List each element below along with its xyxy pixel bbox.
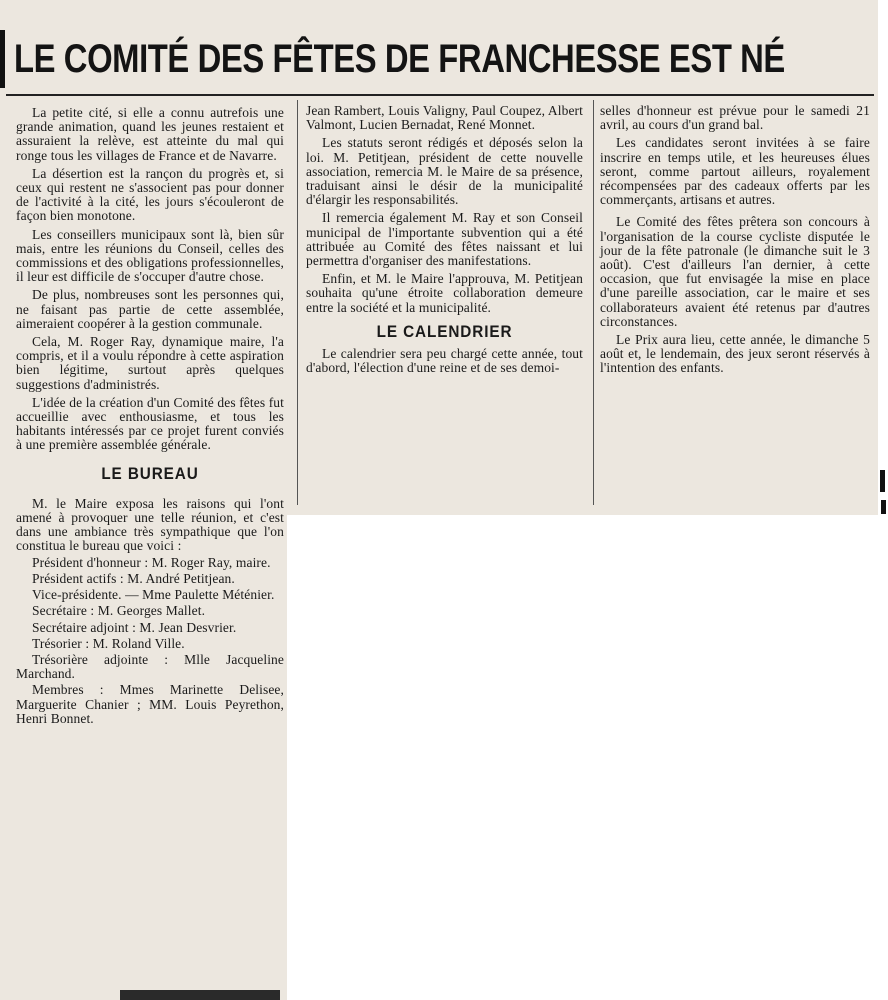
subhead-bureau: LE BUREAU bbox=[101, 463, 199, 483]
article-column-2 bbox=[306, 104, 583, 375]
edge-ink-mark bbox=[881, 500, 886, 514]
column-divider bbox=[593, 100, 594, 505]
paragraph: Le Prix aura lieu, cette année, le dimanche 5 août et, le lendemain, des jeux seront réservés à l'intention des enfants. bbox=[600, 332, 870, 376]
headline-rule bbox=[6, 94, 874, 96]
paragraph: Cela, M. Roger Ray, dynamique maire, l'a compris, et il a voulu répondre à cette aspiration bien légitime, surtout après quelques suggestions d'administrés. bbox=[16, 334, 284, 392]
paragraph: L'idée de la création d'un Comité des fêtes fut accueillie avec enthousiasme, et tous les habitants intéressés par ce projet furent conviés à une première assemblée générale. bbox=[16, 394, 284, 453]
officer-line: Trésorière adjointe : Mlle Jacqueline Marchand. bbox=[16, 651, 284, 682]
officer-line: Vice-présidente. — Mme Paulette Méténier. bbox=[32, 587, 275, 603]
article-headline: LE COMITÉ DES FÊTES DE FRANCHESSE EST NÉ bbox=[14, 37, 785, 81]
paragraph: Les conseillers municipaux sont là, bien sûr mais, entre les réunions du Conseil, celles des commissions et des obligations professionnelles, il leur est difficile de s'occuper d'autre chose. bbox=[16, 226, 284, 285]
paragraph: Le Comité des fêtes prêtera son concours à l'organisation de la course cycliste disputée le jour de la fête patronale (le dimanche suit le 3 août). C'est d'ailleurs l'an dernier, à cette occasion, que fut envisagée la mise en place d'une pareille association, car le maire et ses collaborateurs avaient été retenus par d'autres circonstances. bbox=[600, 214, 870, 329]
clipping-margin bbox=[878, 0, 888, 515]
officer-line: Secrétaire : M. Georges Mallet. bbox=[32, 603, 206, 619]
officer-line: Président d'honneur : M. Roger Ray, maire. bbox=[32, 554, 271, 570]
edge-ink-mark bbox=[0, 30, 5, 88]
paragraph: Enfin, et M. le Maire l'approuva, M. Petitjean souhaita qu'une étroite collaboration demeure entre la société et la municipalité. bbox=[306, 271, 583, 315]
subhead-calendrier: LE CALENDRIER bbox=[376, 321, 513, 341]
paragraph: Les statuts seront rédigés et déposés selon la loi. M. Petitjean, président de cette nouvelle association, remercia M. le Maire de sa présence, traduisant ainsi le désir de la municipalité d'élargir les responsabilités. bbox=[306, 135, 583, 208]
paragraph: Jean Rambert, Louis Valigny, Paul Coupez, Albert Valmont, Lucien Bernadat, René Monnet. bbox=[306, 103, 583, 133]
paragraph: selles d'honneur est prévue pour le samedi 21 avril, au cours d'un grand bal. bbox=[600, 103, 870, 133]
paragraph: De plus, nombreuses sont les personnes qui, ne faisant pas partie de cette assemblée, aimeraient coopérer à la gestion communale. bbox=[16, 287, 284, 331]
officer-line: Trésorier : M. Roland Ville. bbox=[32, 635, 185, 651]
paragraph: Il remercia également M. Ray et son Conseil municipal de l'importante subvention qui a été attribuée au Comité des fêtes naissant et lui permettra d'organiser des manifestations. bbox=[306, 210, 583, 269]
edge-ink-mark bbox=[880, 470, 885, 492]
article-column-1 bbox=[16, 106, 284, 726]
article-column-3 bbox=[600, 104, 870, 376]
officer-line: Membres : Mmes Marinette Delisee, Marguerite Chanier ; MM. Louis Peyrethon, Henri Bonnet. bbox=[16, 682, 284, 726]
paragraph: M. le Maire exposa les raisons qui l'ont amené à provoquer une telle réunion, et c'est dans une ambiance très sympathique que l'on constitua le bureau que voici : bbox=[16, 495, 284, 554]
column-divider bbox=[297, 100, 298, 505]
officer-line: Secrétaire adjoint : M. Jean Desvrier. bbox=[32, 619, 237, 635]
paragraph: La petite cité, si elle a connu autrefois une grande animation, quand les jeunes restaient et assuraient la relève, est atteinte du mal qui ronge tous les villages de France et de Navarre. bbox=[16, 105, 284, 163]
officer-line: Président actifs : M. André Petitjean. bbox=[32, 570, 235, 586]
bottom-ink-mark bbox=[120, 990, 280, 1000]
paragraph: La désertion est la rançon du progrès et, si ceux qui restent ne s'associent pas pour donner de l'activité à la cité, les jours s'écouleront de façon bien monotone. bbox=[16, 165, 284, 224]
paragraph: Le calendrier sera peu chargé cette année, tout d'abord, l'élection d'une reine et de ses demoi- bbox=[306, 346, 583, 376]
paragraph: Les candidates seront invitées à se faire inscrire en temps utile, et les heureuses élues seront, comme partout ailleurs, royalement récompensées par des cadeaux offerts par les commerçants, artisans et autres. bbox=[600, 135, 870, 208]
